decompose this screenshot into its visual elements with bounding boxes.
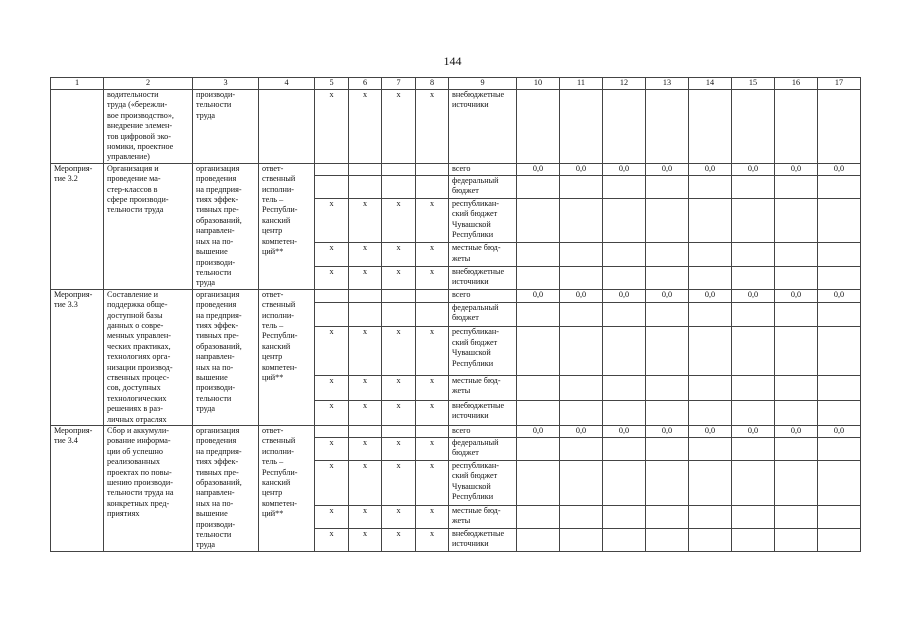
value-cell <box>603 266 646 289</box>
value-cell <box>689 175 732 198</box>
value-cell <box>689 327 732 375</box>
value-cell <box>560 327 603 375</box>
cell-empty <box>416 163 449 175</box>
column-number: 4 <box>259 78 315 90</box>
cell-empty <box>349 289 382 302</box>
measure-title: Организация и проведение ма- стер-классов в сфере производи- тельности труда <box>104 163 193 289</box>
mark-cell: х <box>416 198 449 243</box>
value-cell <box>603 505 646 528</box>
value-cell <box>775 505 818 528</box>
value-cell <box>775 198 818 243</box>
value-cell <box>689 90 732 164</box>
value-cell <box>646 327 689 375</box>
measure-label: Мероприя- тие 3.3 <box>51 289 104 425</box>
column-number: 6 <box>349 78 382 90</box>
value-cell: 0,0 <box>775 289 818 302</box>
value-cell <box>818 302 861 327</box>
value-cell <box>560 266 603 289</box>
mark-cell: х <box>382 90 416 164</box>
cell-empty <box>382 163 416 175</box>
value-cell: 0,0 <box>689 163 732 175</box>
mark-cell: х <box>416 375 449 400</box>
value-cell <box>517 266 560 289</box>
value-cell <box>560 505 603 528</box>
value-cell <box>689 505 732 528</box>
page-number: 144 <box>443 54 462 68</box>
value-cell <box>517 302 560 327</box>
column-number: 17 <box>818 78 861 90</box>
cell-empty <box>349 302 382 327</box>
value-cell <box>775 243 818 266</box>
table-row <box>51 289 861 302</box>
cell-empty <box>382 426 416 438</box>
measure-title: водительности труда («бережли- вое производство», внедрение элемен- тов цифровой эко- номики, проектное управление) <box>104 90 193 164</box>
value-cell <box>732 266 775 289</box>
value-cell: 0,0 <box>603 163 646 175</box>
value-cell <box>646 400 689 425</box>
measure-goal: производи- тельности труда <box>193 90 259 164</box>
table-row <box>51 163 861 175</box>
value-cell <box>646 528 689 551</box>
value-cell <box>517 460 560 505</box>
value-cell <box>818 327 861 375</box>
value-cell: 0,0 <box>646 163 689 175</box>
measure-goal: организация проведения на предприя- тиях эффек- тивных пре- образований, направлен- ных на по- вышение производи- тельности труда <box>193 289 259 425</box>
value-cell: 0,0 <box>689 289 732 302</box>
value-cell <box>646 198 689 243</box>
funding-source: внебюджетные источники <box>449 528 517 551</box>
value-cell <box>646 243 689 266</box>
mark-cell: х <box>349 528 382 551</box>
value-cell <box>517 528 560 551</box>
value-cell <box>517 90 560 164</box>
value-cell: 0,0 <box>818 289 861 302</box>
funding-source: местные бюд- жеты <box>449 375 517 400</box>
value-cell <box>732 90 775 164</box>
mark-cell: х <box>416 437 449 460</box>
cell-empty <box>259 90 315 164</box>
cell-empty <box>315 426 349 438</box>
mark-cell: х <box>315 460 349 505</box>
funding-source: всего <box>449 426 517 438</box>
mark-cell: х <box>416 90 449 164</box>
value-cell: 0,0 <box>603 289 646 302</box>
mark-cell: х <box>382 327 416 375</box>
value-cell <box>818 375 861 400</box>
value-cell <box>603 437 646 460</box>
funding-source: федеральный бюджет <box>449 437 517 460</box>
column-number: 8 <box>416 78 449 90</box>
cell-empty <box>382 175 416 198</box>
column-number: 16 <box>775 78 818 90</box>
mark-cell: х <box>416 243 449 266</box>
value-cell <box>732 460 775 505</box>
value-cell <box>732 528 775 551</box>
value-cell <box>775 90 818 164</box>
value-cell <box>560 528 603 551</box>
value-cell <box>646 505 689 528</box>
table-row <box>51 90 861 164</box>
column-number: 15 <box>732 78 775 90</box>
value-cell <box>517 400 560 425</box>
measure-executor: ответ- ственный исполни- тель – Республи- канский центр компетен- ций** <box>259 163 315 289</box>
cell-empty <box>382 302 416 327</box>
cell-empty <box>315 289 349 302</box>
cell-empty <box>416 175 449 198</box>
mark-cell: х <box>382 198 416 243</box>
mark-cell: х <box>382 243 416 266</box>
value-cell <box>689 243 732 266</box>
value-cell <box>560 437 603 460</box>
value-cell <box>818 175 861 198</box>
value-cell <box>732 302 775 327</box>
value-cell <box>517 375 560 400</box>
funding-source: всего <box>449 163 517 175</box>
cell-empty <box>416 289 449 302</box>
value-cell: 0,0 <box>775 163 818 175</box>
value-cell <box>560 400 603 425</box>
mark-cell: х <box>382 266 416 289</box>
value-cell <box>560 243 603 266</box>
mark-cell: х <box>315 505 349 528</box>
mark-cell: х <box>382 400 416 425</box>
cell-empty <box>349 163 382 175</box>
measure-title: Составление и поддержка обще- доступной базы данных о совре- менных управлен- ческих практиках, технологиях орга- низации производ- ственных процес- сов, доступных технологических решениях в раз- личных отраслях <box>104 289 193 425</box>
mark-cell: х <box>349 327 382 375</box>
cell-empty <box>315 163 349 175</box>
value-cell <box>560 90 603 164</box>
value-cell: 0,0 <box>517 163 560 175</box>
value-cell: 0,0 <box>818 163 861 175</box>
value-cell <box>689 437 732 460</box>
value-cell <box>646 302 689 327</box>
mark-cell: х <box>349 375 382 400</box>
measure-goal: организация проведения на предприя- тиях эффек- тивных пре- образований, направлен- ных на по- вышение производи- тельности труда <box>193 426 259 552</box>
value-cell <box>517 437 560 460</box>
value-cell <box>603 327 646 375</box>
mark-cell: х <box>416 266 449 289</box>
value-cell: 0,0 <box>646 289 689 302</box>
value-cell <box>560 302 603 327</box>
value-cell <box>732 198 775 243</box>
funding-source: местные бюд- жеты <box>449 505 517 528</box>
value-cell <box>775 266 818 289</box>
mark-cell: х <box>315 437 349 460</box>
value-cell <box>732 327 775 375</box>
mark-cell: х <box>382 528 416 551</box>
value-cell <box>603 198 646 243</box>
value-cell <box>775 528 818 551</box>
value-cell <box>818 505 861 528</box>
value-cell <box>818 460 861 505</box>
value-cell <box>818 90 861 164</box>
funding-source: республикан- ский бюджет Чувашской Республики <box>449 327 517 375</box>
value-cell <box>646 266 689 289</box>
mark-cell: х <box>416 327 449 375</box>
value-cell <box>517 505 560 528</box>
mark-cell: х <box>315 90 349 164</box>
value-cell: 0,0 <box>732 163 775 175</box>
cell-empty <box>315 302 349 327</box>
funding-source: федеральный бюджет <box>449 175 517 198</box>
column-number: 9 <box>449 78 517 90</box>
mark-cell: х <box>315 266 349 289</box>
value-cell <box>775 400 818 425</box>
value-cell <box>560 460 603 505</box>
mark-cell: х <box>382 437 416 460</box>
value-cell <box>775 175 818 198</box>
column-number: 11 <box>560 78 603 90</box>
value-cell <box>732 243 775 266</box>
mark-cell: х <box>382 460 416 505</box>
mark-cell: х <box>315 198 349 243</box>
mark-cell: х <box>349 90 382 164</box>
value-cell <box>560 375 603 400</box>
value-cell <box>732 437 775 460</box>
value-cell <box>560 175 603 198</box>
value-cell: 0,0 <box>689 426 732 438</box>
value-cell <box>775 375 818 400</box>
value-cell <box>603 243 646 266</box>
value-cell <box>603 400 646 425</box>
mark-cell: х <box>416 460 449 505</box>
measure-label: Мероприя- тие 3.4 <box>51 426 104 552</box>
funding-source: всего <box>449 289 517 302</box>
cell-empty <box>382 289 416 302</box>
mark-cell: х <box>416 400 449 425</box>
funding-source: федеральный бюджет <box>449 302 517 327</box>
mark-cell: х <box>382 505 416 528</box>
value-cell: 0,0 <box>646 426 689 438</box>
value-cell <box>603 375 646 400</box>
table-row <box>51 426 861 438</box>
value-cell <box>689 375 732 400</box>
mark-cell: х <box>349 198 382 243</box>
value-cell <box>517 175 560 198</box>
value-cell <box>517 243 560 266</box>
value-cell <box>732 175 775 198</box>
value-cell: 0,0 <box>732 289 775 302</box>
mark-cell: х <box>315 528 349 551</box>
mark-cell: х <box>349 437 382 460</box>
column-number: 1 <box>51 78 104 90</box>
value-cell <box>818 437 861 460</box>
column-number: 2 <box>104 78 193 90</box>
funding-source: внебюджетные источники <box>449 266 517 289</box>
value-cell <box>732 375 775 400</box>
value-cell <box>689 528 732 551</box>
value-cell <box>732 400 775 425</box>
funding-source: внебюджетные источники <box>449 400 517 425</box>
mark-cell: х <box>315 327 349 375</box>
cell-empty <box>349 175 382 198</box>
value-cell: 0,0 <box>517 426 560 438</box>
cell-empty <box>51 90 104 164</box>
value-cell <box>646 375 689 400</box>
column-number: 7 <box>382 78 416 90</box>
value-cell <box>689 266 732 289</box>
column-number: 5 <box>315 78 349 90</box>
value-cell <box>646 90 689 164</box>
mark-cell: х <box>349 400 382 425</box>
cell-empty <box>416 426 449 438</box>
funding-source: республикан- ский бюджет Чувашской Республики <box>449 198 517 243</box>
value-cell <box>646 175 689 198</box>
value-cell <box>646 437 689 460</box>
value-cell: 0,0 <box>603 426 646 438</box>
mark-cell: х <box>349 266 382 289</box>
value-cell: 0,0 <box>775 426 818 438</box>
value-cell <box>818 528 861 551</box>
value-cell <box>603 302 646 327</box>
measure-label: Мероприя- тие 3.2 <box>51 163 104 289</box>
value-cell <box>775 302 818 327</box>
cell-empty <box>315 175 349 198</box>
mark-cell: х <box>315 375 349 400</box>
value-cell: 0,0 <box>560 289 603 302</box>
value-cell: 0,0 <box>818 426 861 438</box>
value-cell <box>603 175 646 198</box>
value-cell <box>517 198 560 243</box>
column-number: 13 <box>646 78 689 90</box>
cell-empty <box>416 302 449 327</box>
value-cell <box>603 460 646 505</box>
mark-cell: х <box>416 528 449 551</box>
value-cell <box>775 327 818 375</box>
program-table <box>50 77 861 552</box>
mark-cell: х <box>315 400 349 425</box>
value-cell: 0,0 <box>732 426 775 438</box>
value-cell <box>603 528 646 551</box>
value-cell <box>560 198 603 243</box>
funding-source: внебюджетные источники <box>449 90 517 164</box>
value-cell <box>732 505 775 528</box>
column-number: 10 <box>517 78 560 90</box>
value-cell <box>689 400 732 425</box>
value-cell <box>603 90 646 164</box>
value-cell <box>646 460 689 505</box>
column-number: 3 <box>193 78 259 90</box>
value-cell <box>775 460 818 505</box>
mark-cell: х <box>382 375 416 400</box>
funding-source: республикан- ский бюджет Чувашской Республики <box>449 460 517 505</box>
column-number: 14 <box>689 78 732 90</box>
measure-executor: ответ- ственный исполни- тель – Республи- канский центр компетен- ций** <box>259 289 315 425</box>
value-cell <box>689 460 732 505</box>
measure-goal: организация проведения на предприя- тиях эффек- тивных пре- образований, направлен- ных на по- вышение производи- тельности труда <box>193 163 259 289</box>
value-cell <box>818 198 861 243</box>
value-cell <box>818 266 861 289</box>
measure-title: Сбор и аккумули- рование информа- ции об успешно реализованных проектах по повы- шению производи- тельности труда на конкретных пред- приятиях <box>104 426 193 552</box>
value-cell <box>818 243 861 266</box>
column-number: 12 <box>603 78 646 90</box>
value-cell: 0,0 <box>560 426 603 438</box>
measure-executor: ответ- ственный исполни- тель – Республи- канский центр компетен- ций** <box>259 426 315 552</box>
cell-empty <box>349 426 382 438</box>
value-cell: 0,0 <box>517 289 560 302</box>
mark-cell: х <box>416 505 449 528</box>
mark-cell: х <box>349 505 382 528</box>
value-cell <box>517 327 560 375</box>
mark-cell: х <box>349 460 382 505</box>
value-cell <box>689 302 732 327</box>
value-cell <box>818 400 861 425</box>
mark-cell: х <box>349 243 382 266</box>
value-cell <box>775 437 818 460</box>
value-cell: 0,0 <box>560 163 603 175</box>
mark-cell: х <box>315 243 349 266</box>
value-cell <box>689 198 732 243</box>
header-row <box>51 78 861 90</box>
funding-source: местные бюд- жеты <box>449 243 517 266</box>
